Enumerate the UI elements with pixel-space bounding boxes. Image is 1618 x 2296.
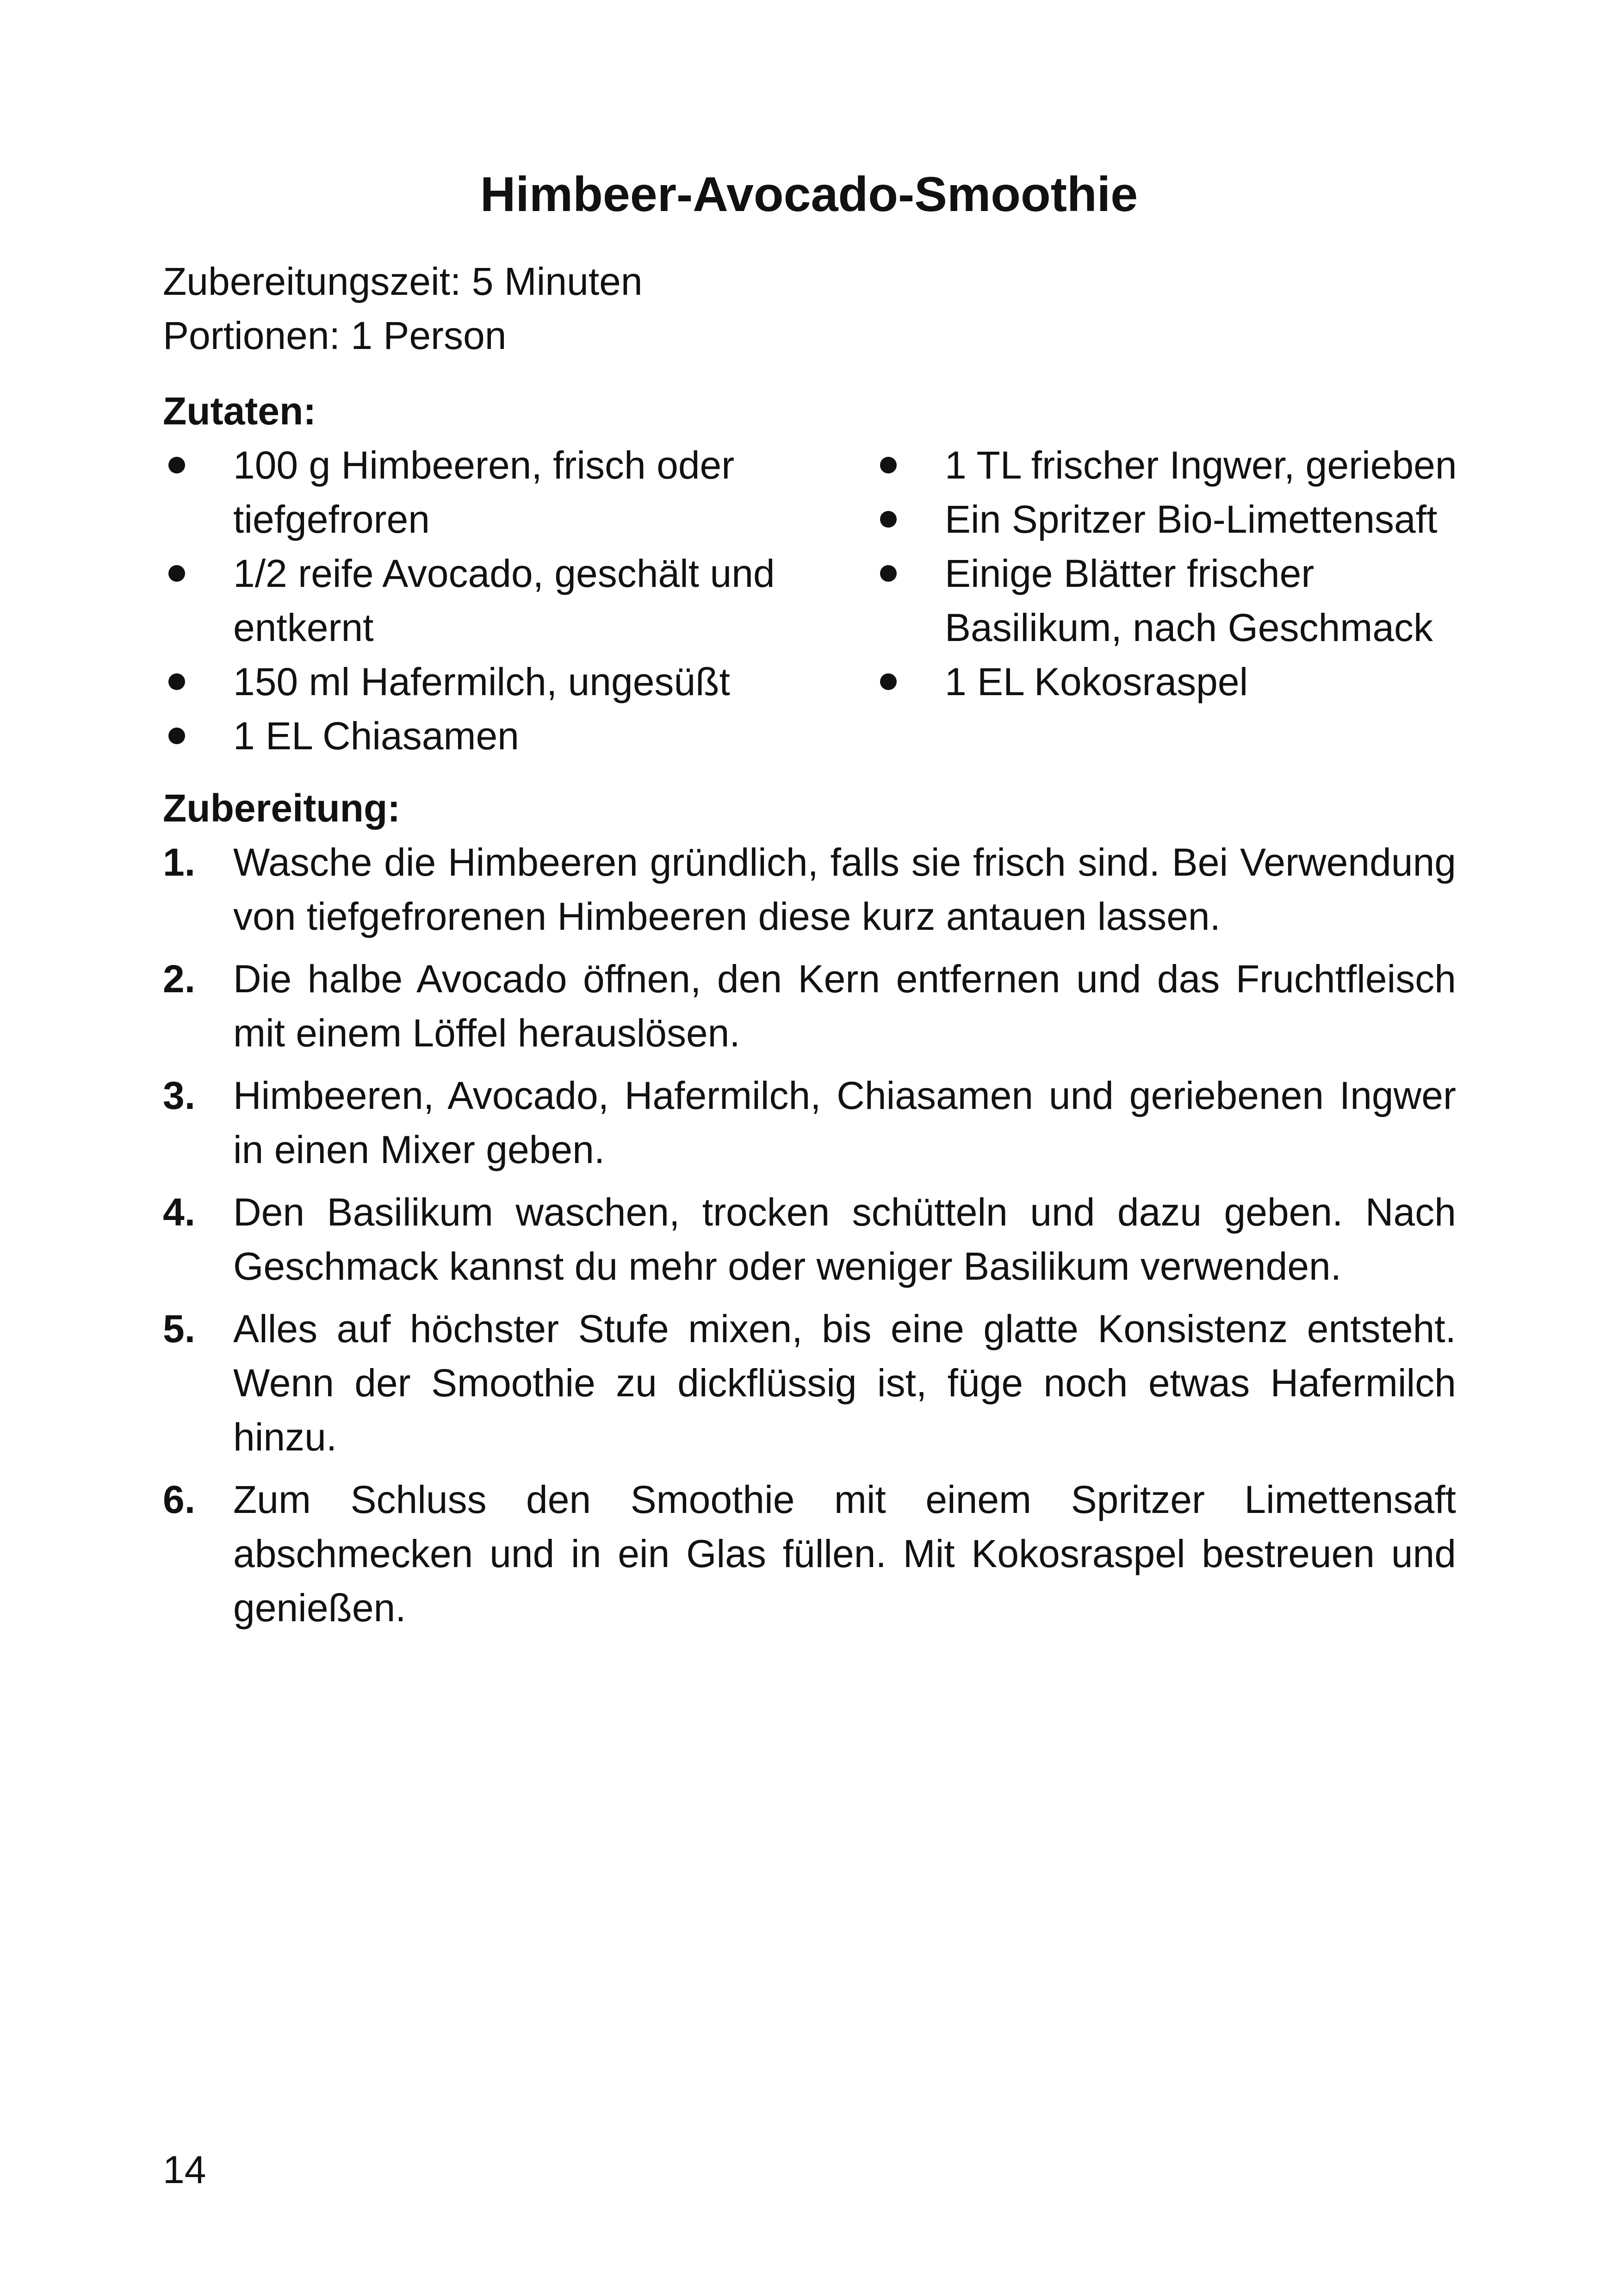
servings: Portionen: 1 Person [163,314,507,357]
ingredient-text: 1 EL Kokosraspel [945,660,1248,703]
ingredients-list-left [163,438,787,763]
step-number: 3. [163,1074,196,1117]
step-text: Zum Schluss den Smoothie mit einem Spritzer Limettensaft abschmecken und in ein Glas füllen. Mit Kokosraspel bestreuen und genießen. [233,1478,1456,1630]
ingredient-item [874,547,1485,655]
step-item [163,1302,1456,1464]
ingredient-text: 1 EL Chiasamen [233,714,519,758]
bullet-icon [168,565,185,582]
step-item [163,1473,1456,1635]
page-number: 14 [163,2148,206,2191]
step-number: 4. [163,1190,196,1234]
ingredient-item [163,655,787,709]
ingredient-text: 1 TL frischer Ingwer, gerieben [945,443,1457,487]
step-item [163,835,1456,944]
bullet-icon [168,728,185,744]
ingredient-item [163,709,787,763]
ingredient-text: Ein Spritzer Bio-Limettensaft [945,498,1438,541]
ingredient-text: 150 ml Hafermilch, ungesüßt [233,660,730,703]
step-item [163,952,1456,1060]
preparation-heading: Zubereitung: [163,786,401,830]
step-item [163,1069,1456,1177]
recipe-meta [163,255,643,363]
bullet-icon [880,565,897,582]
recipe-title: Himbeer-Avocado-Smoothie [480,167,1138,222]
bullet-icon [880,511,897,528]
step-text: Himbeeren, Avocado, Hafermilch, Chiasamen und geriebenen Ingwer in einen Mixer geben. [233,1074,1456,1171]
ingredient-text: Einige Blätter frischer Basilikum, nach Geschmack [945,552,1433,649]
ingredient-item [874,438,1485,492]
ingredient-text: 100 g Himbeeren, frisch oder tiefgefroren [233,443,735,541]
step-text: Wasche die Himbeeren gründlich, falls sie frisch sind. Bei Verwendung von tiefgefrorenen Himbeeren diese kurz antauen lassen. [233,840,1456,938]
step-number: 6. [163,1478,196,1521]
step-number: 1. [163,840,196,884]
step-number: 5. [163,1307,196,1350]
ingredient-item [874,492,1485,547]
prep-time: Zubereitungszeit: 5 Minuten [163,260,643,303]
bullet-icon [168,673,185,690]
step-text: Die halbe Avocado öffnen, den Kern entfernen und das Fruchtfleisch mit einem Löffel herauslösen. [233,957,1456,1055]
ingredient-text: 1/2 reife Avocado, geschält und entkernt [233,552,775,649]
bullet-icon [168,457,185,473]
step-text: Den Basilikum waschen, trocken schütteln und dazu geben. Nach Geschmack kannst du mehr oder weniger Basilikum verwenden. [233,1190,1456,1288]
step-item [163,1185,1456,1294]
ingredient-item [163,438,787,547]
step-number: 2. [163,957,196,1001]
bullet-icon [880,673,897,690]
ingredients-heading: Zutaten: [163,389,316,433]
preparation-steps [163,835,1456,1643]
ingredient-item [874,655,1485,709]
bullet-icon [880,457,897,473]
step-text: Alles auf höchster Stufe mixen, bis eine glatte Konsistenz entsteht. Wenn der Smoothie zu dickflüssig ist, füge noch etwas Hafermilch hinzu. [233,1307,1456,1459]
ingredient-item [163,547,787,655]
ingredients-list-right [874,438,1485,709]
